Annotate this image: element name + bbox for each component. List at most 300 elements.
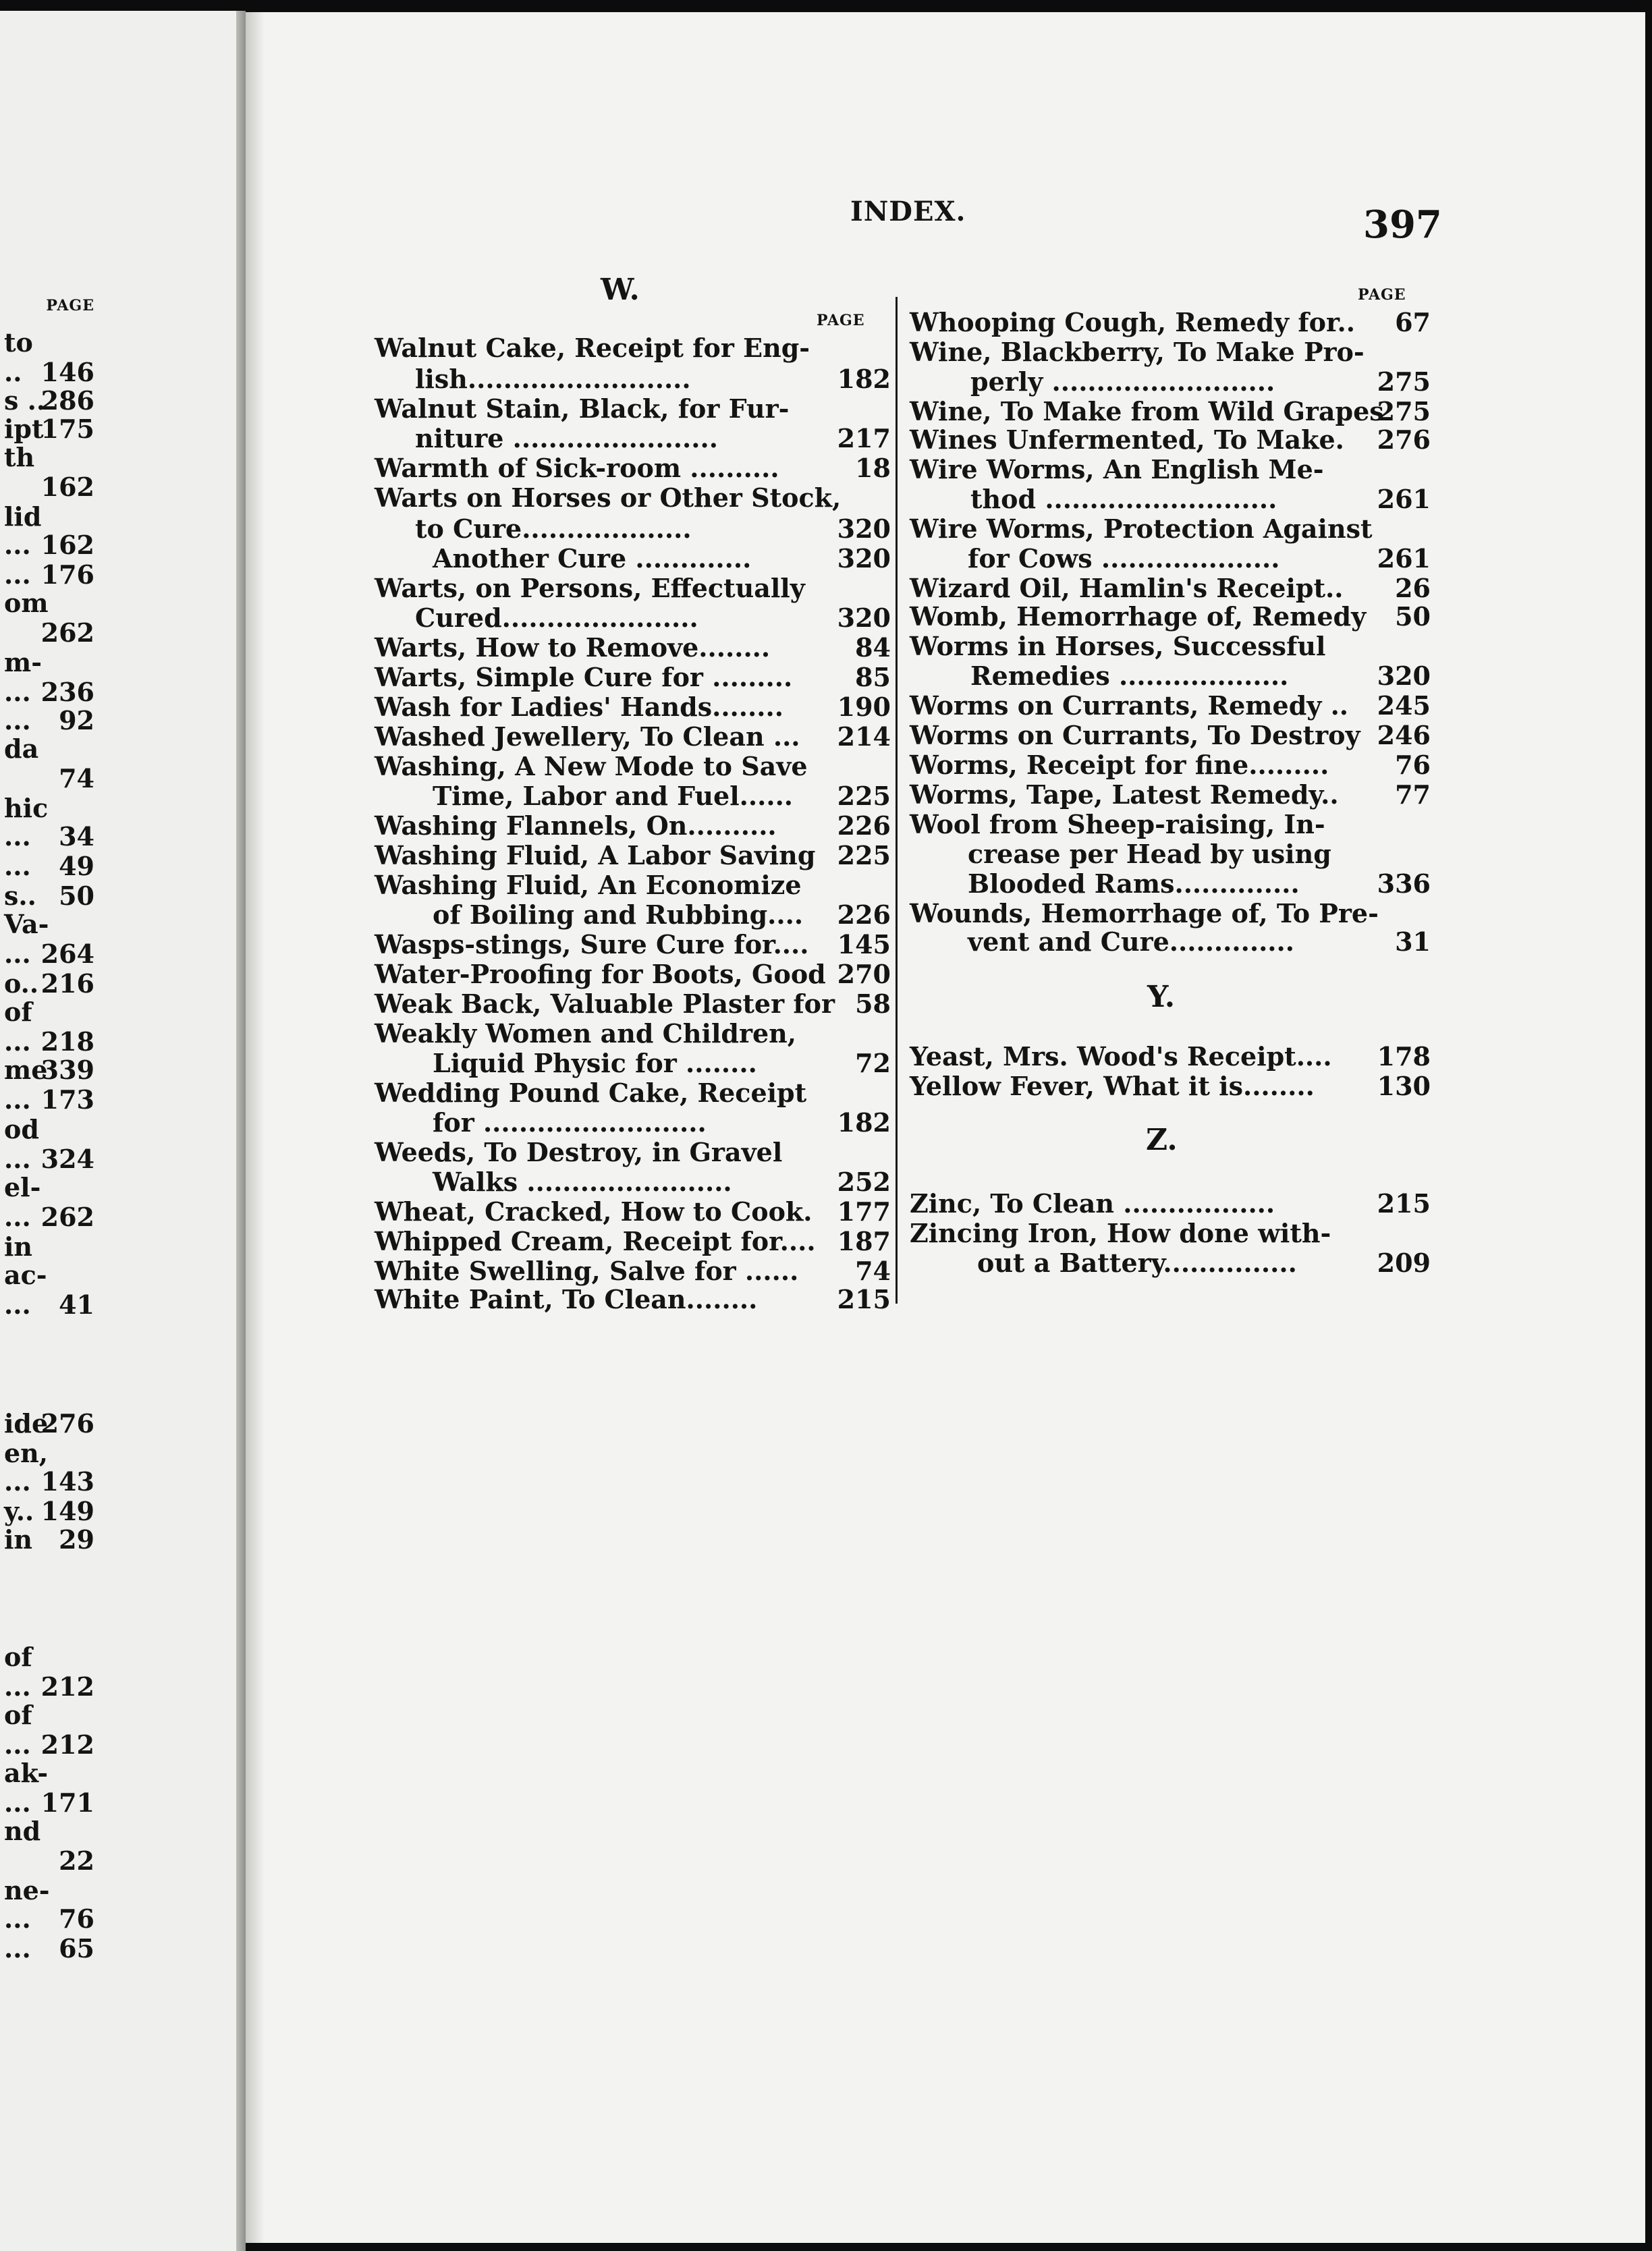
index-entry-page: 276 — [1377, 424, 1431, 455]
index-entry-page: 58 — [855, 989, 891, 1019]
left-fragment-text: ... — [4, 1787, 31, 1818]
left-fragment-row — [0, 1115, 94, 1144]
index-entry — [968, 927, 1431, 956]
index-entry-text: Warmth of Sick-room .......... — [375, 453, 779, 483]
index-entry-page: 217 — [837, 423, 891, 453]
left-fragment-text: ... — [4, 1903, 31, 1934]
left-fragment-text: ... — [4, 1289, 31, 1320]
left-fragment-row — [0, 1232, 94, 1262]
index-entry — [433, 544, 891, 573]
left-fragment-row — [0, 794, 94, 823]
index-entry-page: 84 — [855, 632, 891, 663]
index-entry-text: Weeds, To Destroy, in Gravel — [375, 1137, 783, 1167]
left-fragment-text: ... — [4, 1729, 31, 1760]
index-entry — [375, 960, 891, 989]
index-entry — [910, 1219, 1431, 1248]
left-fragment-page: 176 — [40, 559, 94, 590]
index-entry-text: Remedies ................... — [970, 661, 1289, 691]
left-fragment-text: ... — [4, 1026, 31, 1057]
left-fragment-row — [0, 1144, 94, 1174]
index-entry — [910, 1189, 1431, 1218]
index-entry-page: 336 — [1377, 868, 1431, 899]
index-entry-text: Worms, Receipt for fine......... — [910, 750, 1329, 780]
left-fragment-page: 162 — [40, 530, 94, 560]
left-fragment-page: 74 — [59, 763, 94, 794]
left-fragment-text: of — [4, 997, 32, 1027]
left-fragment-row — [0, 1027, 94, 1057]
left-fragment-page: 162 — [40, 472, 94, 502]
left-fragment-row — [0, 939, 94, 969]
left-fragment-row — [0, 1173, 94, 1202]
index-entry-text: Wounds, Hemorrhage of, To Pre- — [910, 898, 1379, 928]
index-entry — [375, 692, 891, 721]
left-fragment-text: .. — [4, 357, 22, 387]
index-entry — [433, 1167, 891, 1196]
left-fragment-text: da — [4, 733, 39, 764]
left-fragment-text: y.. — [4, 1496, 34, 1526]
left-fragment-text: ... — [4, 559, 31, 590]
left-fragment-text: ... — [4, 1466, 31, 1497]
left-fragment-text: nd — [4, 1816, 41, 1846]
index-entry-page: 320 — [837, 543, 891, 574]
index-entry — [910, 1072, 1431, 1101]
left-fragment-row — [0, 734, 94, 764]
left-fragment-text: o.. — [4, 968, 39, 999]
index-entry-text: Wizard Oil, Hamlin's Receipt.. — [910, 573, 1344, 603]
index-entry-text: Time, Labor and Fuel...... — [433, 781, 794, 811]
left-fragment-row — [0, 502, 94, 532]
index-entry-text: Walnut Cake, Receipt for Eng- — [375, 333, 810, 363]
left-fragment-page: 146 — [40, 357, 94, 387]
index-entry-text: out a Battery............... — [977, 1248, 1297, 1278]
left-fragment-text: ... — [4, 851, 31, 881]
left-fragment-page: 92 — [59, 705, 94, 735]
index-entry — [970, 367, 1431, 396]
left-fragment-row — [0, 822, 94, 852]
index-entry — [968, 544, 1431, 573]
left-fragment-row — [0, 1290, 94, 1320]
left-fragment-text: hic — [4, 793, 49, 823]
index-entry — [910, 308, 1431, 337]
left-fragment-row — [0, 1525, 94, 1555]
index-entry-text: Wool from Sheep-raising, In- — [910, 809, 1325, 839]
index-entry — [910, 750, 1431, 779]
index-entry-page: 72 — [855, 1048, 891, 1078]
left-fragment-page: 29 — [59, 1524, 94, 1555]
index-entry-text: Washing Fluid, An Economize — [375, 870, 802, 900]
index-entry-text: Washing, A New Mode to Save — [375, 751, 808, 781]
page-title: INDEX. — [850, 196, 966, 227]
left-page-header: PAGE — [46, 297, 94, 314]
left-fragment-text: ... — [4, 939, 31, 969]
index-entry-page: 77 — [1395, 779, 1431, 810]
index-entry-page: 275 — [1377, 396, 1431, 426]
index-entry — [910, 810, 1431, 839]
left-fragment-text: ak- — [4, 1758, 49, 1788]
left-fragment-row — [0, 1934, 94, 1964]
index-entry — [968, 869, 1431, 898]
left-fragment-row — [0, 358, 94, 387]
index-entry-page: 320 — [1377, 661, 1431, 691]
index-entry — [415, 603, 891, 632]
left-fragment-text: ... — [4, 1144, 31, 1174]
index-entry — [375, 1078, 891, 1107]
index-entry-page: 226 — [837, 899, 891, 930]
left-fragment-page: 216 — [40, 968, 94, 999]
index-entry-text: Wines Unfermented, To Make. — [910, 424, 1344, 455]
index-entry-text: Water-Proofing for Boots, Good — [375, 959, 826, 989]
left-fragment-row — [0, 910, 94, 939]
index-entry-page: 190 — [837, 692, 891, 722]
left-fragment-text: Va- — [4, 909, 49, 939]
index-entry — [910, 337, 1431, 366]
left-fragment-text: ... — [4, 677, 31, 707]
left-fragment-page: 236 — [40, 677, 94, 707]
left-fragment-text: ... — [4, 1084, 31, 1115]
index-entry-text: Washing Flannels, On.......... — [375, 810, 777, 841]
index-entry-page: 226 — [837, 810, 891, 841]
index-entry-text: for ......................... — [433, 1107, 707, 1138]
index-entry — [375, 841, 891, 870]
left-fragment-text: ac- — [4, 1260, 47, 1290]
left-fragment-row — [0, 1876, 94, 1906]
index-entry — [375, 752, 891, 781]
index-entry-text: Weakly Women and Children, — [375, 1018, 797, 1049]
index-entry-page: 177 — [837, 1196, 891, 1227]
index-entry — [910, 602, 1431, 631]
index-entry — [433, 1049, 891, 1078]
left-fragment-page: 218 — [40, 1026, 94, 1057]
index-entry-text: Wedding Pound Cake, Receipt — [375, 1078, 807, 1108]
index-entry — [910, 721, 1431, 750]
left-fragment-row — [0, 706, 94, 735]
index-entry — [970, 484, 1431, 513]
left-fragment-text: m- — [4, 647, 42, 677]
left-fragment-text: ... — [4, 1202, 31, 1232]
left-fragment-text: od — [4, 1114, 39, 1144]
left-fragment-text: ide — [4, 1408, 49, 1439]
index-entry — [977, 1248, 1431, 1277]
index-entry-text: Worms on Currants, To Destroy — [910, 720, 1360, 750]
index-entry — [375, 722, 891, 751]
left-fragment-row — [0, 1085, 94, 1115]
index-entry — [375, 663, 891, 692]
index-entry-page: 225 — [837, 781, 891, 811]
index-entry — [433, 781, 891, 810]
left-fragment-text: in — [4, 1524, 33, 1555]
index-entry-text: vent and Cure.............. — [968, 926, 1294, 957]
left-fragment-row — [0, 1260, 94, 1290]
left-fragment-row — [0, 1439, 94, 1468]
left-page-index-fragment — [0, 11, 94, 2251]
left-fragment-row — [0, 560, 94, 590]
left-fragment-text: el- — [4, 1172, 41, 1202]
index-entry — [415, 514, 891, 543]
index-entry — [375, 483, 891, 512]
index-entry-page: 320 — [837, 513, 891, 544]
left-fragment-row — [0, 1816, 94, 1846]
left-fragment-row — [0, 1758, 94, 1788]
index-entry-text: Wash for Ladies' Hands........ — [375, 692, 783, 722]
index-entry — [910, 574, 1431, 603]
index-entry-text: Whooping Cough, Remedy for.. — [910, 307, 1356, 337]
left-fragment-row — [0, 1055, 94, 1085]
index-entry-text: Weak Back, Valuable Plaster for — [375, 989, 835, 1019]
left-fragment-page: 175 — [40, 414, 94, 444]
left-fragment-row — [0, 1497, 94, 1526]
left-fragment-row — [0, 1700, 94, 1730]
index-entry-page: 275 — [1377, 366, 1431, 397]
left-fragment-page: 41 — [59, 1289, 94, 1320]
index-entry-page: 130 — [1377, 1071, 1431, 1101]
left-fragment-text: en, — [4, 1438, 49, 1468]
index-entry — [970, 661, 1431, 690]
left-fragment-text: ... — [4, 530, 31, 560]
left-fragment-page: 50 — [59, 881, 94, 911]
index-entry-text: Blooded Rams.............. — [968, 868, 1300, 899]
left-fragment-text: ... — [4, 705, 31, 735]
left-fragment-row — [0, 1730, 94, 1760]
index-entry — [375, 1019, 891, 1048]
index-entry-page: 252 — [837, 1167, 891, 1197]
left-fragment-text: s.. — [4, 881, 36, 911]
index-entry — [968, 839, 1431, 868]
left-fragment-row — [0, 1642, 94, 1672]
left-fragment-text: of — [4, 1700, 32, 1730]
index-entry-text: Worms on Currants, Remedy .. — [910, 690, 1349, 721]
index-entry — [375, 1138, 891, 1167]
index-entry — [910, 632, 1431, 661]
index-entry — [375, 870, 891, 899]
left-fragment-row — [0, 588, 94, 618]
left-fragment-row — [0, 618, 94, 648]
index-entry-page: 18 — [855, 453, 891, 483]
index-entry-text: Warts on Horses or Other Stock, — [375, 482, 842, 513]
index-entry-page: 31 — [1395, 926, 1431, 957]
left-fragment-text: s .. — [4, 385, 46, 416]
column-divider — [896, 297, 898, 1304]
left-fragment-row — [0, 997, 94, 1027]
section-letter-y: Y. — [1147, 980, 1176, 1014]
index-entry — [375, 811, 891, 840]
index-entry-text: Yellow Fever, What it is........ — [910, 1071, 1315, 1101]
index-entry — [910, 1042, 1431, 1071]
left-fragment-row — [0, 1409, 94, 1439]
left-fragment-page: 262 — [40, 617, 94, 648]
left-fragment-row — [0, 1904, 94, 1934]
index-entry — [433, 900, 891, 929]
left-fragment-row — [0, 677, 94, 707]
left-page — [0, 11, 243, 2251]
left-fragment-text: om — [4, 588, 49, 618]
page-fold — [246, 12, 265, 2243]
index-entry-text: Zinc, To Clean ................. — [910, 1188, 1275, 1219]
index-entry — [375, 930, 891, 959]
index-entry-page: 76 — [1395, 750, 1431, 780]
left-fragment-text: lid — [4, 501, 42, 532]
left-fragment-row — [0, 1672, 94, 1702]
index-entry-text: Warts, Simple Cure for ......... — [375, 662, 793, 692]
left-fragment-row — [0, 648, 94, 677]
index-entry-page: 74 — [855, 1256, 891, 1286]
index-entry-page: 85 — [855, 662, 891, 692]
index-entry-text: Wire Worms, Protection Against — [910, 513, 1373, 544]
index-entry-text: Walks ....................... — [433, 1167, 732, 1197]
index-entry-text: Washed Jewellery, To Clean ... — [375, 721, 800, 752]
index-entry — [375, 333, 891, 362]
index-entry-text: perly ......................... — [970, 366, 1275, 397]
left-fragment-row — [0, 1467, 94, 1497]
index-entry — [415, 364, 891, 393]
index-entry-page: 182 — [837, 1107, 891, 1138]
index-entry — [415, 424, 891, 453]
index-entry-page: 270 — [837, 959, 891, 989]
index-entry — [910, 899, 1431, 928]
column-header-page: PAGE — [1358, 286, 1406, 304]
left-fragment-page: 339 — [40, 1055, 94, 1085]
left-fragment-text: ... — [4, 821, 31, 852]
index-entry-text: Wasps-stings, Sure Cure for.... — [375, 929, 809, 960]
index-entry-text: for Cows .................... — [968, 543, 1280, 574]
left-fragment-page: 171 — [40, 1787, 94, 1818]
left-fragment-page: 65 — [59, 1933, 94, 1964]
index-entry-text: Whipped Cream, Receipt for.... — [375, 1226, 816, 1256]
index-entry-text: Cured...................... — [415, 603, 698, 633]
left-fragment-row — [0, 414, 94, 444]
index-entry-text: Wire Worms, An English Me- — [910, 454, 1324, 484]
index-entry-text: Zincing Iron, How done with- — [910, 1218, 1331, 1248]
index-entry — [375, 1197, 891, 1226]
index-entry-text: to Cure................... — [415, 513, 692, 544]
left-fragment-page: 262 — [40, 1202, 94, 1232]
column-header-page: PAGE — [817, 312, 865, 329]
index-entry — [375, 574, 891, 603]
section-letter-w: W. — [601, 273, 640, 307]
index-entry-text: Wine, Blackberry, To Make Pro- — [910, 337, 1365, 367]
index-entry-page: 225 — [837, 840, 891, 870]
index-entry-text: lish......................... — [415, 364, 691, 394]
index-entry-text: Walnut Stain, Black, for Fur- — [375, 393, 790, 424]
left-fragment-text: ... — [4, 1671, 31, 1702]
left-fragment-page: 212 — [40, 1671, 94, 1702]
index-entry-page: 215 — [837, 1284, 891, 1314]
index-entry-page: 245 — [1377, 690, 1431, 721]
left-fragment-text: to — [4, 327, 33, 358]
left-fragment-row — [0, 472, 94, 502]
left-fragment-text: ... — [4, 1933, 31, 1964]
left-fragment-row — [0, 969, 94, 999]
left-fragment-page: 49 — [59, 851, 94, 881]
index-entry-text: Wheat, Cracked, How to Cook. — [375, 1196, 813, 1227]
index-entry-page: 246 — [1377, 720, 1431, 750]
left-fragment-text: ne- — [4, 1875, 50, 1906]
left-fragment-row — [0, 764, 94, 794]
left-fragment-row — [0, 881, 94, 911]
index-entry — [375, 1256, 891, 1285]
index-entry-page: 320 — [837, 603, 891, 633]
left-fragment-page: 34 — [59, 821, 94, 852]
index-entry — [910, 691, 1431, 720]
index-entry-text: Warts, How to Remove........ — [375, 632, 771, 663]
index-entry-text: Washing Fluid, A Labor Saving — [375, 840, 816, 870]
index-entry-text: Another Cure ............. — [433, 543, 752, 574]
index-entry-page: 261 — [1377, 484, 1431, 514]
index-entry-text: Yeast, Mrs. Wood's Receipt.... — [910, 1041, 1332, 1072]
index-entry — [375, 453, 891, 482]
index-entry-page: 214 — [837, 721, 891, 752]
index-entry-page: 187 — [837, 1226, 891, 1256]
index-entry-page: 67 — [1395, 307, 1431, 337]
index-entry — [910, 780, 1431, 809]
index-entry-page: 50 — [1395, 601, 1431, 632]
left-fragment-page: 286 — [40, 385, 94, 416]
left-fragment-text: ipt — [4, 414, 44, 444]
index-entry — [910, 514, 1431, 543]
left-fragment-page: 212 — [40, 1729, 94, 1760]
index-entry-text: Worms, Tape, Latest Remedy.. — [910, 779, 1339, 810]
index-entry-text: Warts, on Persons, Effectually — [375, 573, 805, 603]
left-fragment-page: 143 — [40, 1466, 94, 1497]
left-fragment-row — [0, 1202, 94, 1232]
index-entry — [375, 1285, 891, 1314]
index-entry-text: Liquid Physic for ........ — [433, 1048, 757, 1078]
left-fragment-row — [0, 1788, 94, 1818]
left-fragment-text: me — [4, 1055, 48, 1085]
index-entry-page: 209 — [1377, 1248, 1431, 1278]
index-entry-text: White Swelling, Salve for ...... — [375, 1256, 799, 1286]
index-entry-text: Worms in Horses, Successful — [910, 631, 1326, 661]
left-fragment-row — [0, 386, 94, 416]
index-entry-text: thod .......................... — [970, 484, 1277, 514]
left-fragment-page: 76 — [59, 1903, 94, 1934]
left-fragment-page: 324 — [40, 1144, 94, 1174]
left-fragment-page: 22 — [59, 1845, 94, 1876]
index-entry — [375, 394, 891, 423]
left-fragment-page: 276 — [40, 1408, 94, 1439]
page-gutter — [236, 11, 246, 2251]
index-entry — [910, 425, 1431, 454]
index-entry-text: of Boiling and Rubbing.... — [433, 899, 804, 930]
index-entry-text: niture ....................... — [415, 423, 718, 453]
left-fragment-row — [0, 443, 94, 472]
index-entry-page: 261 — [1377, 543, 1431, 574]
left-fragment-row — [0, 1846, 94, 1876]
index-entry — [910, 455, 1431, 484]
index-entry — [910, 397, 1431, 426]
index-entry-page: 145 — [837, 929, 891, 960]
index-entry-page: 182 — [837, 364, 891, 394]
left-fragment-page: 173 — [40, 1084, 94, 1115]
index-entry-text: Womb, Hemorrhage of, Remedy — [910, 601, 1367, 632]
index-entry-text: crease per Head by using — [968, 839, 1331, 869]
left-fragment-row — [0, 328, 94, 358]
left-fragment-text: in — [4, 1231, 33, 1262]
index-entry-text: Wine, To Make from Wild Grapes — [910, 396, 1384, 426]
index-entry — [433, 1108, 891, 1137]
left-fragment-row — [0, 852, 94, 881]
index-entry-text: White Paint, To Clean........ — [375, 1284, 758, 1314]
left-fragment-text: of — [4, 1642, 32, 1672]
index-entry-page: 215 — [1377, 1188, 1431, 1219]
index-entry-page: 26 — [1395, 573, 1431, 603]
index-entry — [375, 1227, 891, 1256]
section-letter-z: Z. — [1146, 1123, 1178, 1157]
index-entry — [375, 989, 891, 1018]
index-entry-page: 178 — [1377, 1041, 1431, 1072]
left-fragment-page: 149 — [40, 1496, 94, 1526]
left-fragment-row — [0, 530, 94, 560]
index-entry — [375, 633, 891, 662]
